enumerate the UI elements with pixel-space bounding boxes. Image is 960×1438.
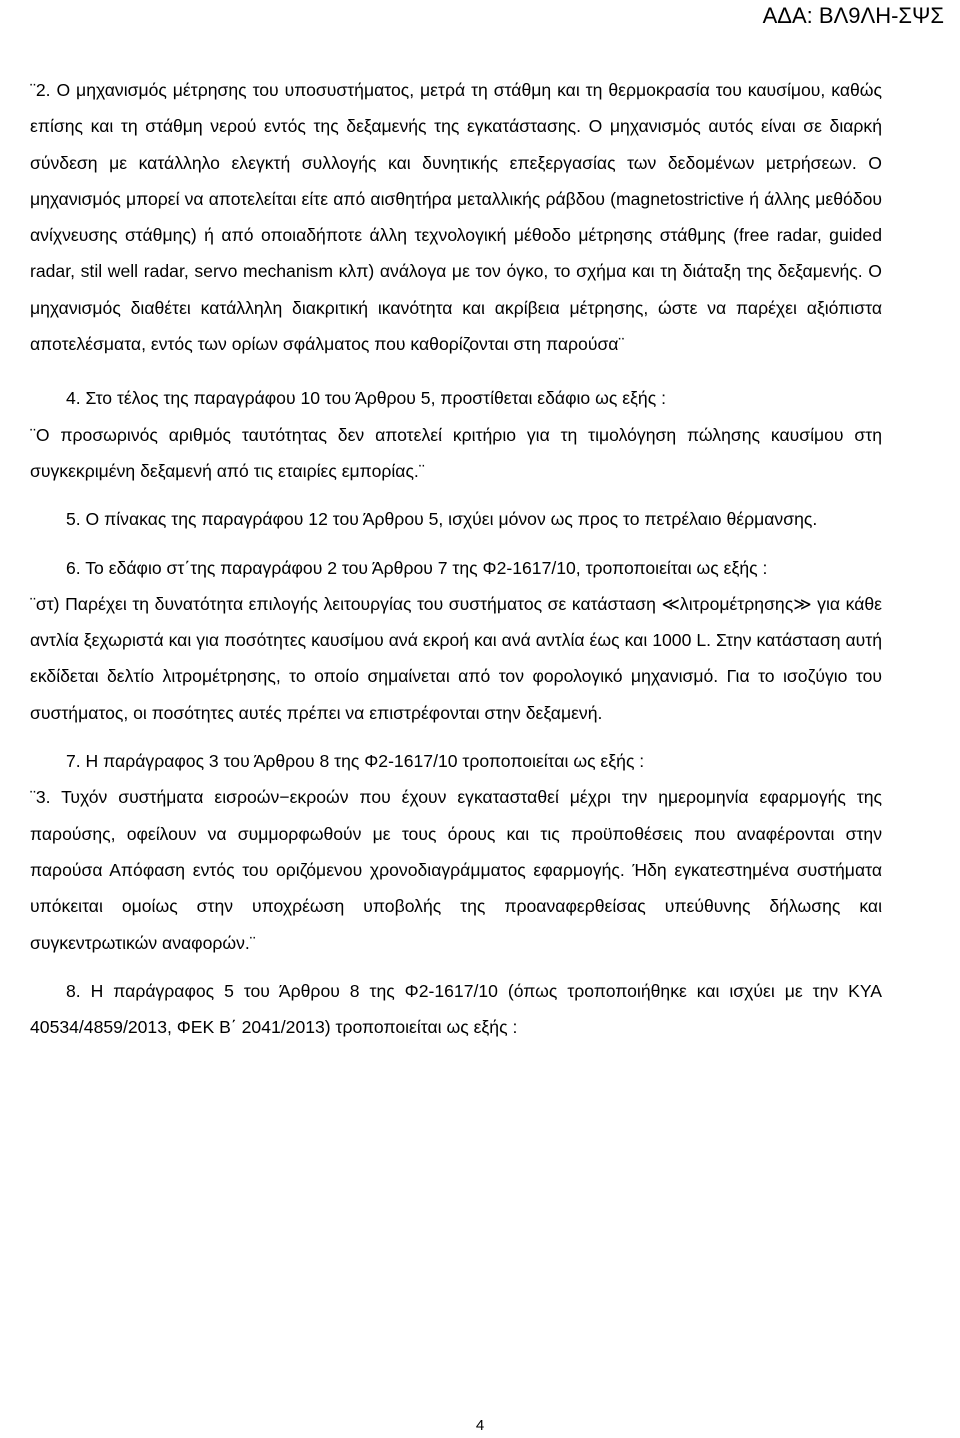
paragraph-8-intro: 8. Η παράγραφος 5 του Άρθρου 8 της Φ2-1617/10 (όπως τροποποιήθηκε και ισχύει με την ΚΥΑ 40534/4859/2013, ΦΕΚ Β΄ 2041/2013) τροποποιείται ως εξής : (30, 980, 882, 1038)
document-body (30, 72, 882, 1045)
paragraph-7-quote: ¨3. Τυχόν συστήματα εισροών−εκροών που έχουν εγκατασταθεί μέχρι την ημερομηνία εφαρμογής της παρούσης, οφείλουν να συμμορφωθούν με τους όρους και τις προϋποθέσεις που αναφέρονται στην παρούσα Απόφαση εντός του οριζόμενου χρονοδιαγράμματος εφαρμογής. Ήδη εγκατεστημένα συστήματα υπόκειται ομοίως στην υποχρέωση υποβολής της προαναφερθείσας υπεύθυνης δήλωσης και συγκεντρωτικών αναφορών.¨ (30, 787, 882, 953)
paragraph-5: 5. Ο πίνακας της παραγράφου 12 του Άρθρου 5, ισχύει μόνον ως προς το πετρέλαιο θέρμανσης. (66, 509, 818, 530)
paragraph-4-intro: 4. Στο τέλος της παραγράφου 10 του Άρθρου 5, προστίθεται εδάφιο ως εξής : (66, 388, 666, 409)
paragraph-6-quote: ¨στ) Παρέχει τη δυνατότητα επιλογής λειτουργίας του συστήματος σε κατάσταση ≪λιτρομέτρησης≫ για κάθε αντλία ξεχωριστά και για ποσότητες καυσίμου ανά εκροή και ανά αντλία έως και 1000 L. Στην κατάσταση αυτή εκδίδεται δελτίο λιτρομέτρησης, το οποίο σημαίνεται από τον φορολογικό μηχανισμό. Για το ισοζύγιο του συστήματος, οι ποσότητες αυτές πρέπει να επιστρέφονται στην δεξαμενή. (30, 593, 882, 723)
paragraph-4-quote: ¨Ο προσωρινός αριθμός ταυτότητας δεν αποτελεί κριτήριο για τη τιμολόγηση πώλησης καυσίμου στη συγκεκριμένη δεξαμενή από τις εταιρίες εμπορίας.¨ (30, 424, 882, 481)
paragraph-6-intro: 6. Το εδάφιο στ΄της παραγράφου 2 του Άρθρου 7 της Φ2-1617/10, τροποποιείται ως εξής : (66, 557, 768, 578)
ada-code-header: ΑΔΑ: ΒΛ9ΛΗ-ΣΨΣ (762, 3, 944, 28)
paragraph-2-measurement-mechanism: ¨2. Ο μηχανισμός μέτρησης του υποσυστήματος, μετρά τη στάθμη και τη θερμοκρασία του καυσίμου, καθώς επίσης και τη στάθμη νερού εντός της δεξαμενής της εγκατάστασης. Ο μηχανισμός αυτός είναι σε διαρκή σύνδεση με κατάλληλο ελεγκτή συλλογής και δυνητικής επεξεργασίας των δεδομένων μετρήσεων. Ο μηχανισμός μπορεί να αποτελείται είτε από αισθητήρα μεταλλικής ράβδου (magnetostrictive ή άλλης μεθόδου ανίχνευσης στάθμης) ή από οποιαδήποτε άλλη τεχνολογική μέθοδο μέτρησης στάθμης (free radar, guided radar, stil well radar, servo mechanism κλπ) ανάλογα με τον όγκο, το σχήμα και τη διάταξη της δεξαμενής. Ο μηχανισμός διαθέτει κατάλληλη διακριτική ικανότητα και ακρίβεια μέτρησης, ώστε να παρέχει αξιόπιστα αποτελέσματα, εντός των ορίων σφάλματος που καθορίζονται στη παρούσα¨ (30, 80, 882, 355)
page-number: 4 (475, 1417, 485, 1434)
paragraph-7-intro: 7. Η παράγραφος 3 του Άρθρου 8 της Φ2-1617/10 τροποποιείται ως εξής : (66, 751, 645, 772)
